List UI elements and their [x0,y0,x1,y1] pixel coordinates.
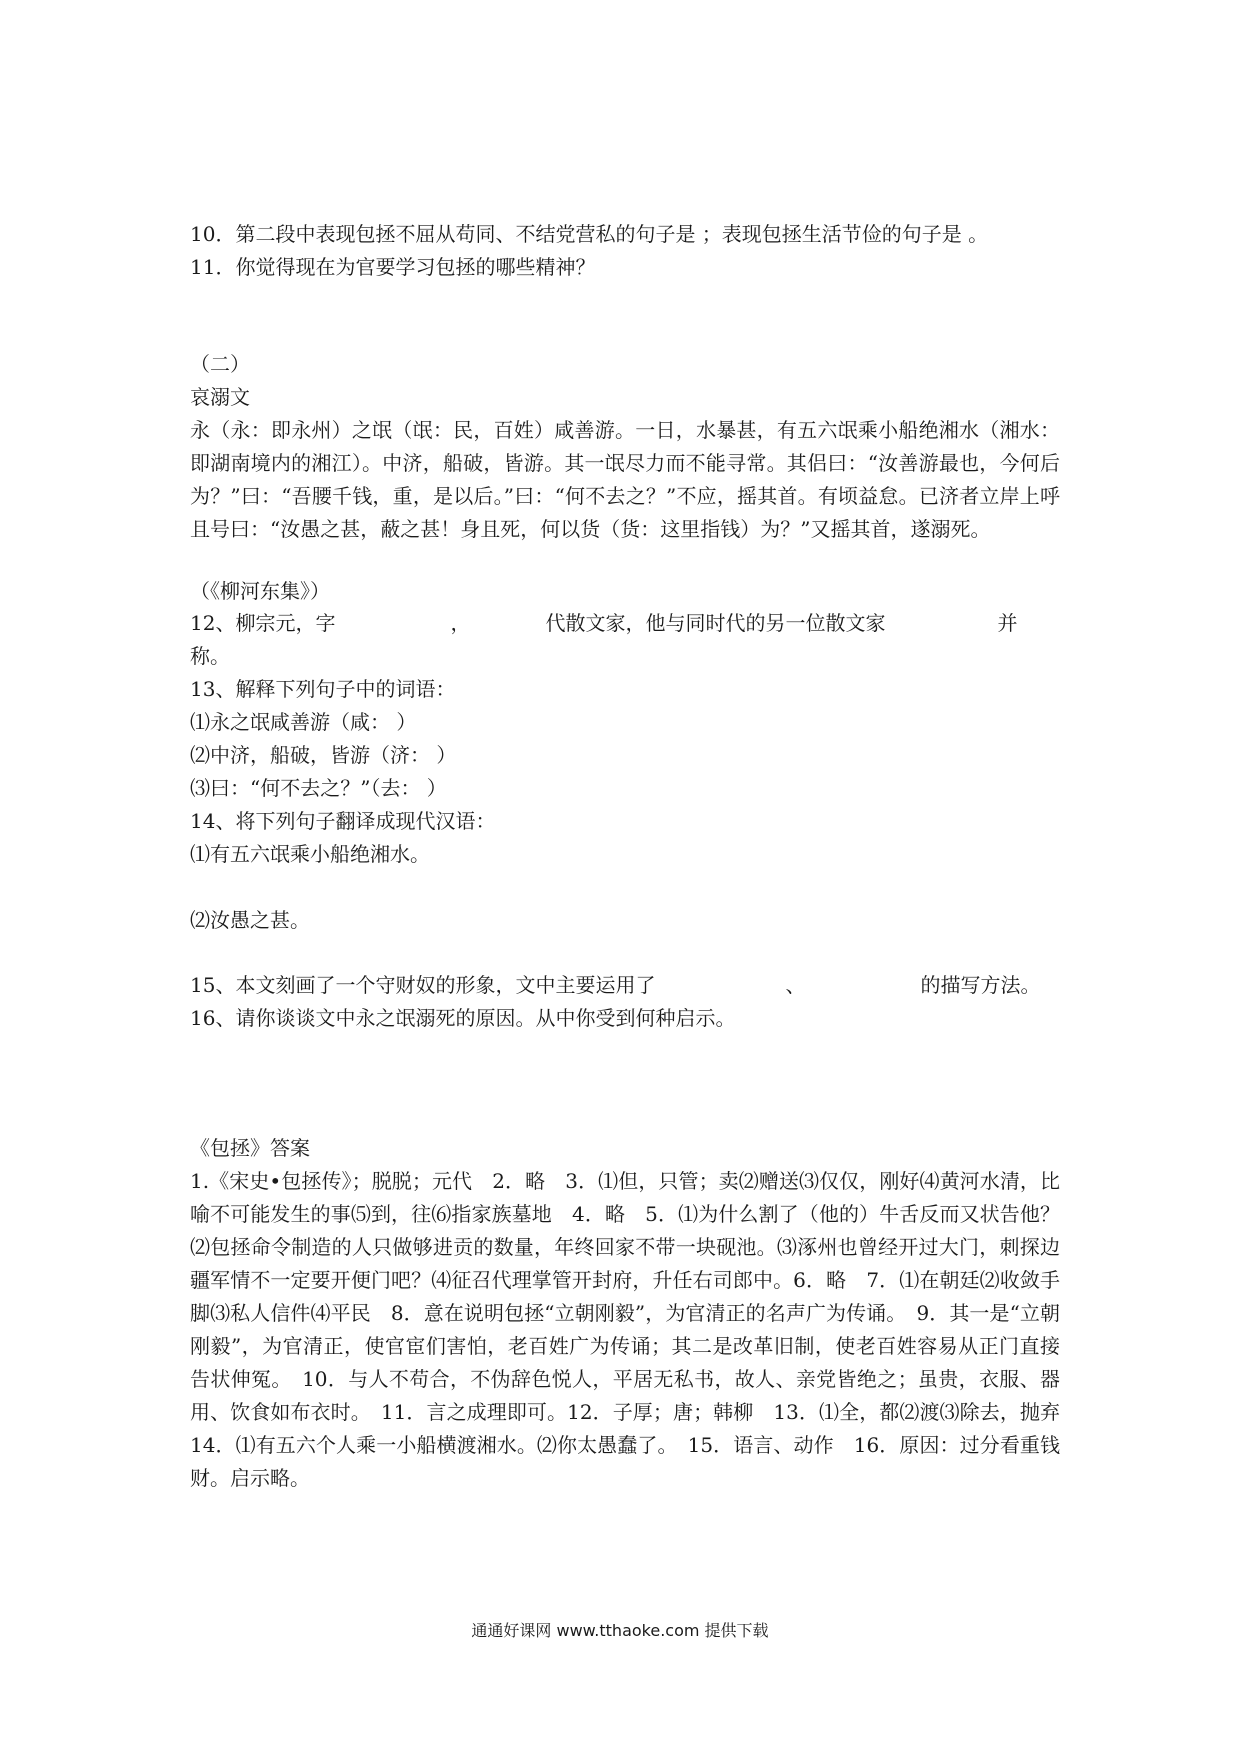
question-12-part-a: 12、柳宗元，字 [190,611,336,635]
page-footer: 通通好课网 www.tthaoke.com 提供下载 [471,1621,769,1640]
question-15-part-c: 的描写方法。 [920,973,1041,997]
question-12-part-c: 代散文家，他与同时代的另一位散文家 [545,611,886,635]
passage-source: （《柳河东集》） [190,579,330,603]
question-15-part-a: 15、本文刻画了一个守财奴的形象，文中主要运用了 [190,973,656,997]
question-16: 16、请你谈谈文中永之氓溺死的原因。从中你受到何种启示。 [190,1006,736,1030]
section-heading: （二） [190,352,250,376]
question-12-end: 称。 [190,644,230,668]
question-10: 10．第二段中表现包拯不屈从苟同、不结党营私的句子是 ；表现包拯生活节俭的句子是 。 [190,222,989,246]
answers-title: 《包拯》答案 [190,1136,310,1160]
question-11: 11．你觉得现在为官要学习包拯的哪些精神？ [190,255,596,279]
question-14-item-1: ⑴有五六氓乘小船绝湘水。 [190,842,430,866]
passage-title: 哀溺文 [190,385,250,409]
answers-text: 1.《宋史•包拯传》；脱脱；元代 2．略 3．⑴但，只管；卖⑵赠送⑶仅仅，刚好⑷黄河水清，比喻不可能发生的事⑸到，往⑹指家族墓地 4．略 5．⑴为什么割了（他的）牛舌反而又状告他？⑵包拯命令制造的人只做够进贡的数量，年终回家不带一块砚池。⑶涿州也曾经开过大门，刺探边疆军情不一定要开便门吧？⑷征召代理掌管开封府，升任右司郎中。6．略 7．⑴在朝廷⑵收敛手脚⑶私人信件⑷平民 8．意在说明包拯“立朝刚毅”，为官清正的名声广为传诵。 9．其一是“立朝刚毅”，为官清正，使官宦们害怕，老百姓广为传诵；其二是改革旧制，使老百姓容易从正门直接告状伸冤。 10．与人不苟合，不伪辞色悦人，平居无私书，故人、亲党皆绝之；虽贵，衣服、器用、饮食如布衣时。 11．言之成理即可。12．子厚；唐；韩柳 13．⑴全，都⑵渡⑶除去，抛弃 14．⑴有五六个人乘一小船横渡湘水。⑵你太愚蠢了。 15．语言、动作 16．原因：过分看重钱财。启示略。 [190,1169,1080,1490]
question-13: 13、解释下列句子中的词语： [190,677,456,701]
question-13-item-1: ⑴永之氓咸善游（咸： ） [190,710,417,734]
question-12-part-b: ， [450,611,471,635]
question-12-part-d: 并 [997,611,1018,635]
question-12 [190,609,1060,637]
question-15-part-b: 、 [785,973,806,997]
question-13-item-3: ⑶曰：“何不去之？”（去： ） [190,776,447,800]
question-13-item-2: ⑵中济，船破，皆游（济： ） [190,743,457,767]
passage-text: 永（永：即永州）之氓（氓：民，百姓）咸善游。一日，水暴甚，有五六氓乘小船绝湘水（湘水：即湖南境内的湘江）。中济，船破，皆游。其一氓尽力而不能寻常。其侣曰：“汝善游最也，今何后为？”曰：“吾腰千钱，重，是以后。”曰：“何不去之？”不应，摇其首。有顷益怠。已济者立岸上呼且号曰：“汝愚之甚，蔽之甚！身且死，何以货（货：这里指钱）为？”又摇其首，遂溺死。 [190,418,1060,541]
question-15 [190,971,1060,999]
question-14-item-2: ⑵汝愚之甚。 [190,908,310,932]
question-14: 14、将下列句子翻译成现代汉语： [190,809,496,833]
